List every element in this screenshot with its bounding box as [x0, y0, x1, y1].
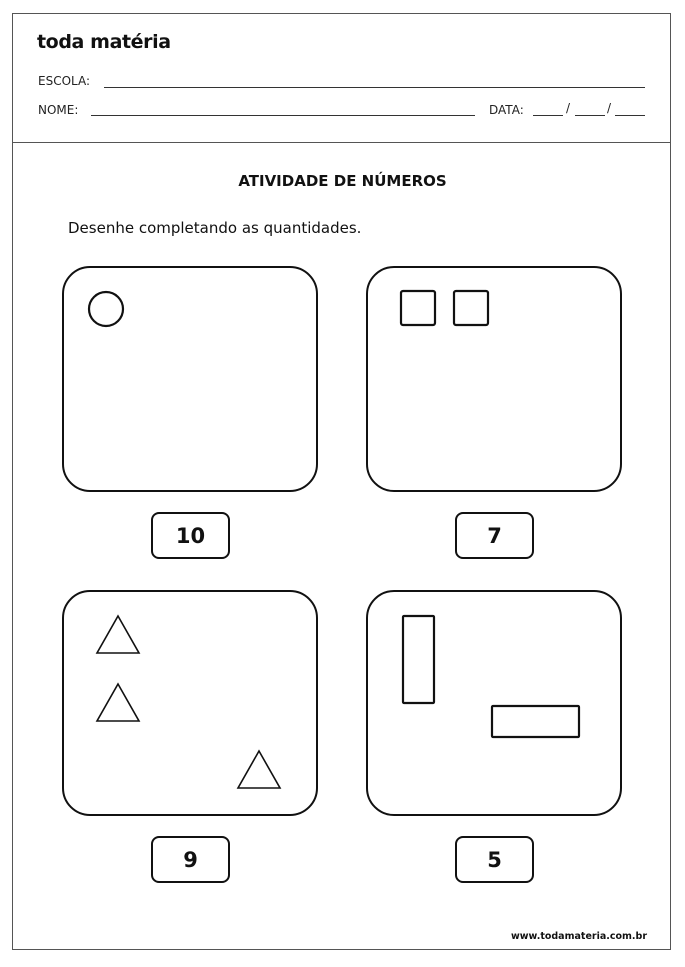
triangle-shape [236, 749, 282, 791]
date-day-field[interactable] [533, 115, 563, 116]
square-shape [452, 289, 490, 327]
count-box-circles: 10 [151, 512, 230, 559]
triangle-shape [95, 614, 141, 656]
activity-title: ATIVIDADE DE NÚMEROS [238, 172, 447, 190]
name-field[interactable] [91, 115, 475, 116]
date-month-field[interactable] [575, 115, 605, 116]
square-shape [399, 289, 437, 327]
count-box-triangles: 9 [151, 836, 230, 883]
activity-instruction: Desenhe completando as quantidades. [68, 219, 362, 237]
date-year-field[interactable] [615, 115, 645, 116]
vertical-rectangle-shape [401, 614, 437, 706]
circle-shape [85, 288, 127, 330]
horizontal-rectangle-shape [490, 704, 582, 740]
drawing-area-circles[interactable] [62, 266, 318, 492]
date-separator: / [607, 101, 612, 115]
header-divider [12, 142, 671, 143]
date-label: DATA: [489, 103, 524, 117]
brand-logo: toda matéria [37, 31, 171, 53]
count-box-squares: 7 [455, 512, 534, 559]
drawing-area-squares[interactable] [366, 266, 622, 492]
count-box-rectangles: 5 [455, 836, 534, 883]
school-field[interactable] [104, 87, 645, 88]
drawing-area-triangles[interactable] [62, 590, 318, 816]
footer-url: www.todamateria.com.br [510, 931, 647, 942]
triangle-shape [95, 682, 141, 724]
drawing-area-rectangles[interactable] [366, 590, 622, 816]
date-separator: / [566, 101, 571, 115]
name-label: NOME: [38, 103, 79, 117]
school-label: ESCOLA: [38, 74, 91, 88]
